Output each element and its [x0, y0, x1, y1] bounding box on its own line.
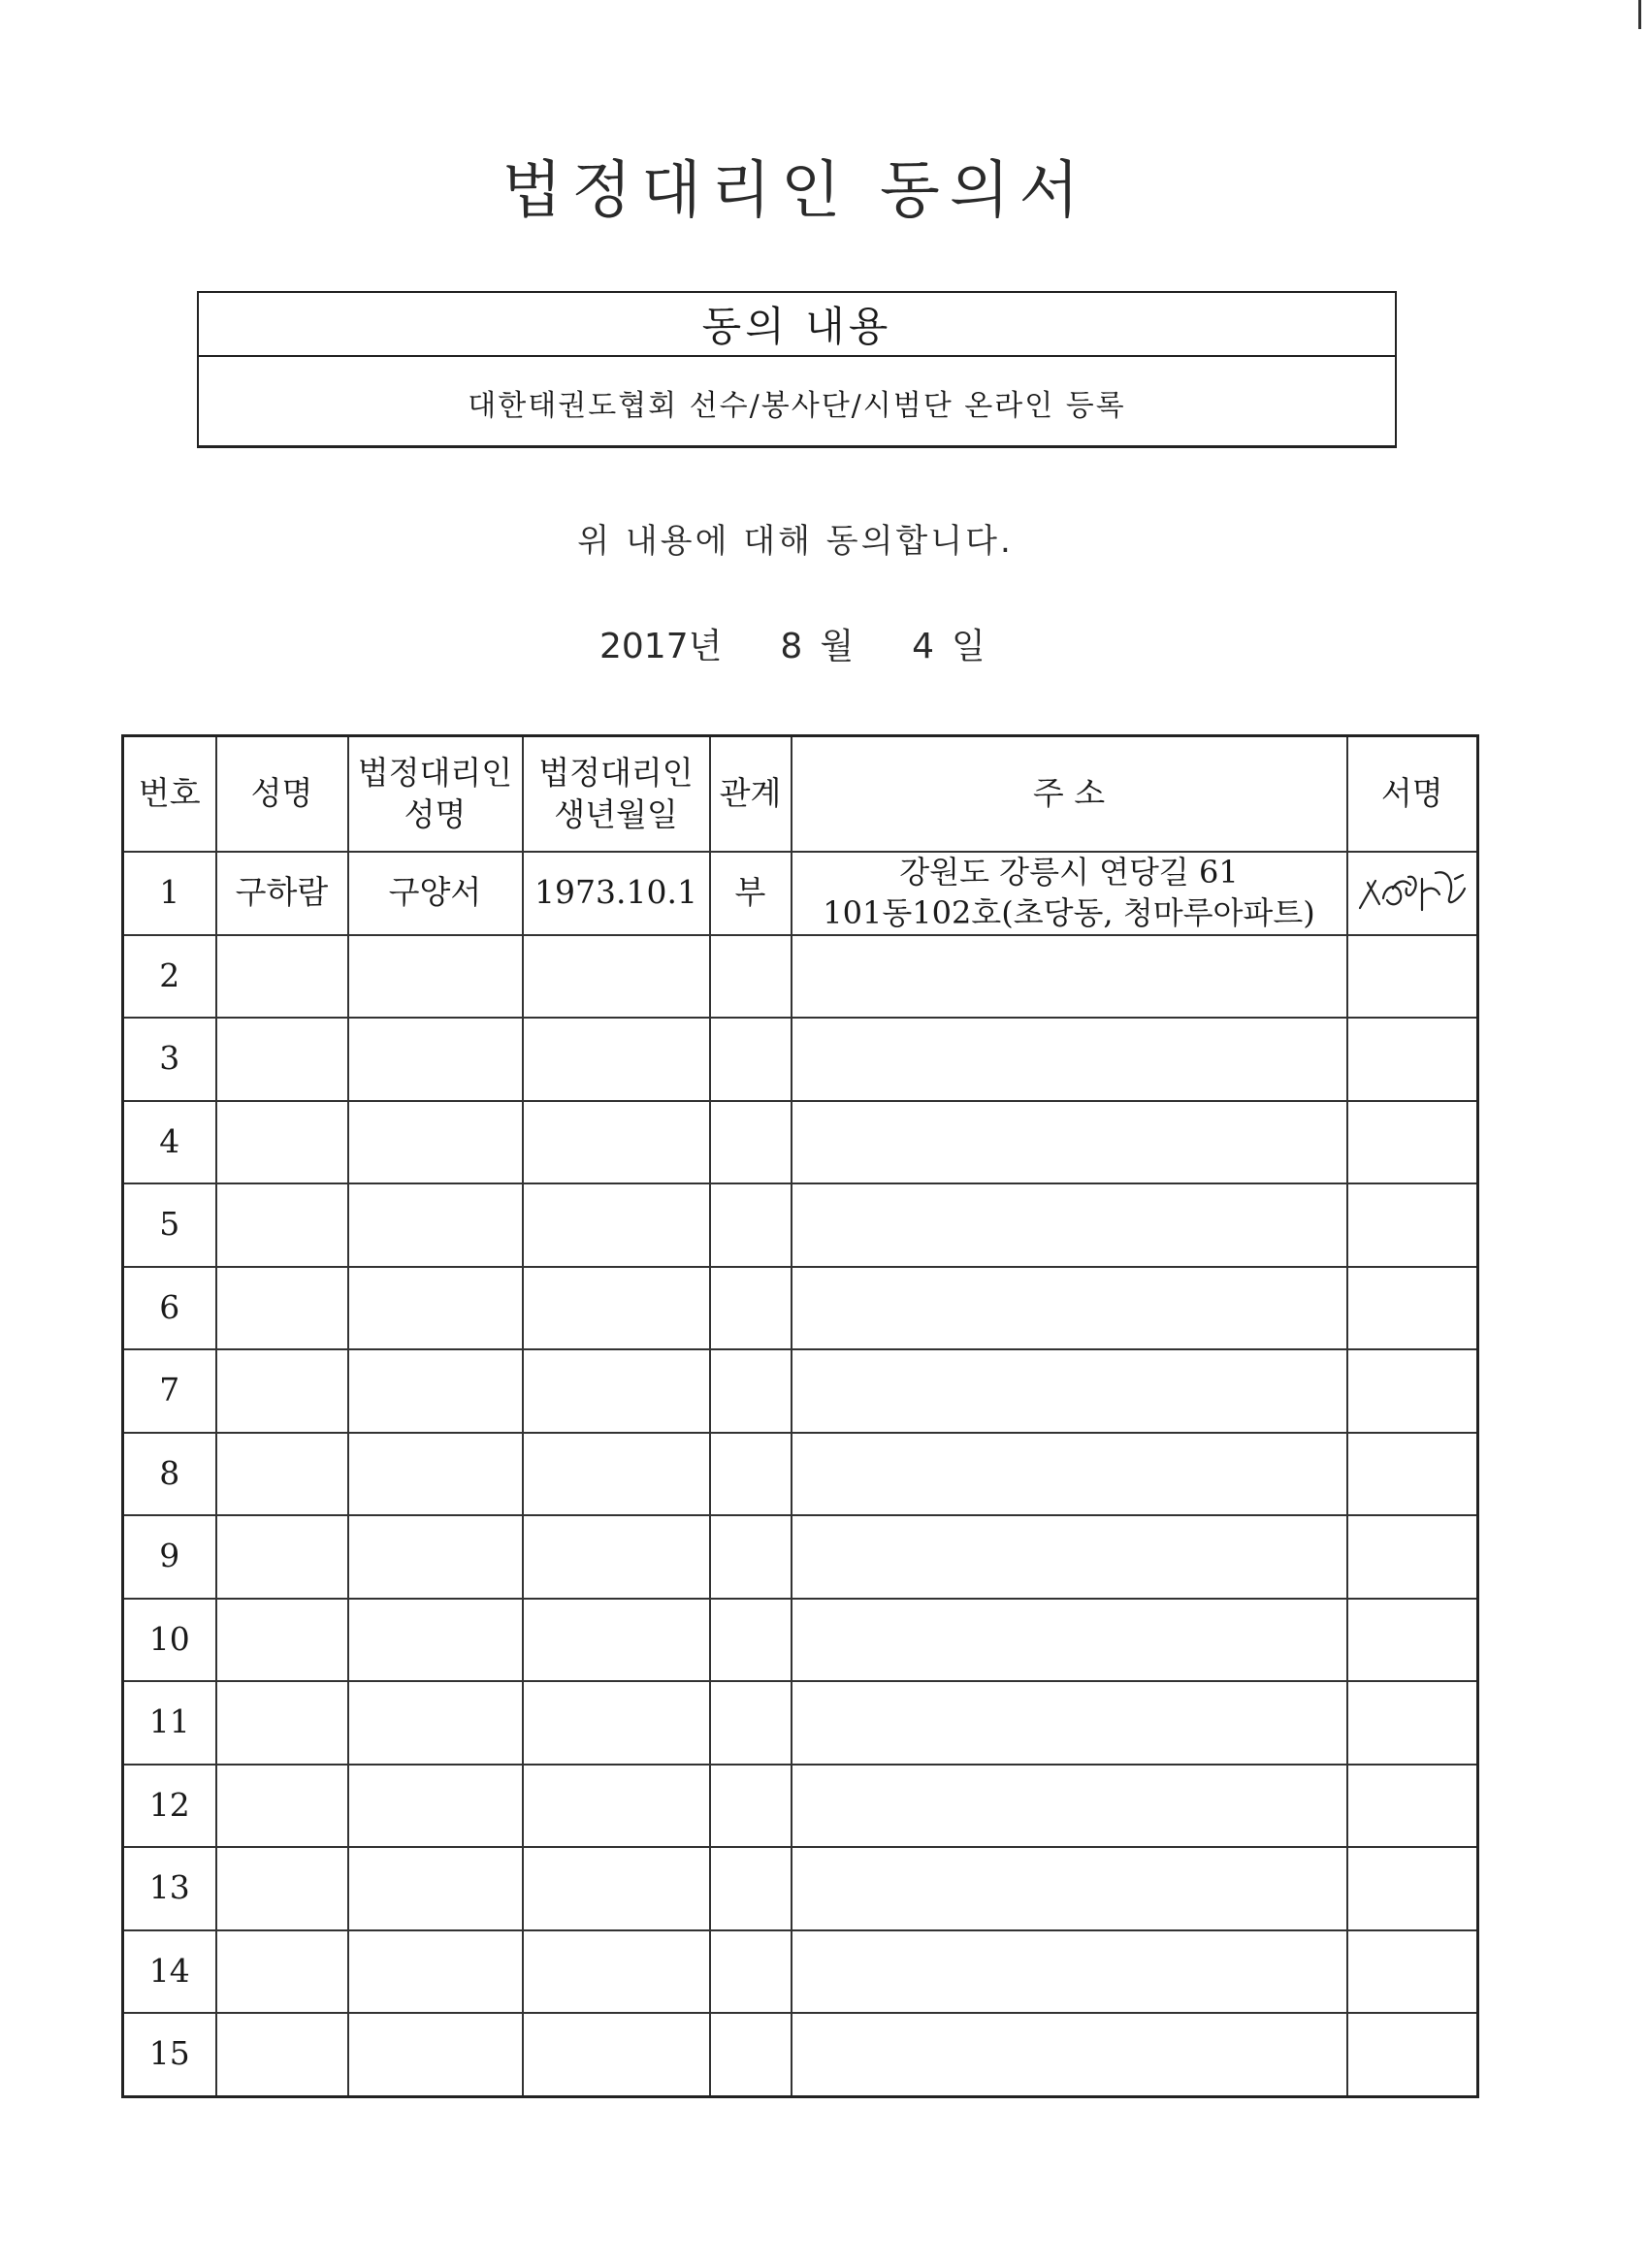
- row-no: 12: [123, 1765, 216, 1848]
- row-relation: [710, 1847, 792, 1930]
- row-relation: [710, 1515, 792, 1599]
- table-row: [123, 935, 1478, 1019]
- row-rep-birth: [523, 1765, 710, 1848]
- row-no: 9: [123, 1515, 216, 1599]
- row-no: 1: [123, 852, 216, 935]
- row-rep-birth: [523, 1515, 710, 1599]
- table-row: [123, 1433, 1478, 1516]
- address-line2: 101동102호(초당동, 청마루아파트): [823, 893, 1315, 931]
- row-address: [792, 1765, 1347, 1848]
- row-rep-name: [348, 1267, 523, 1350]
- header-signature: 서명: [1347, 736, 1478, 853]
- row-address: [792, 1681, 1347, 1765]
- row-rep-birth: [523, 2013, 710, 2096]
- row-no: 5: [123, 1183, 216, 1267]
- row-signature: [1347, 1349, 1478, 1433]
- row-signature: [1347, 1433, 1478, 1516]
- row-rep-name: [348, 1433, 523, 1516]
- handwritten-signature-icon: [1354, 859, 1471, 927]
- row-name: [216, 1349, 348, 1433]
- table-row: [123, 1681, 1478, 1765]
- row-rep-birth: [523, 1018, 710, 1101]
- row-rep-birth: [523, 1599, 710, 1682]
- row-name: [216, 1515, 348, 1599]
- row-relation: [710, 1183, 792, 1267]
- row-relation: [710, 1018, 792, 1101]
- row-name: [216, 1599, 348, 1682]
- row-rep-birth: 1973.10.1: [523, 852, 710, 935]
- row-relation: [710, 1267, 792, 1350]
- scan-edge-mark: [1638, 0, 1641, 29]
- table-row: [123, 1599, 1478, 1682]
- header-rep-name-line1: 법정대리인: [357, 753, 513, 792]
- row-rep-name: [348, 2013, 523, 2096]
- header-rep-name: [348, 736, 523, 853]
- row-relation: [710, 2013, 792, 2096]
- row-signature: [1347, 1101, 1478, 1184]
- row-signature: [1347, 1267, 1478, 1350]
- consent-box: [197, 291, 1397, 448]
- table-row: [123, 1847, 1478, 1930]
- row-no: 6: [123, 1267, 216, 1350]
- header-address: 주 소: [792, 736, 1347, 853]
- guardian-roster-table: [121, 734, 1479, 2098]
- row-name: [216, 1930, 348, 2014]
- row-rep-name: [348, 1018, 523, 1101]
- row-signature: [1347, 1847, 1478, 1930]
- row-no: 13: [123, 1847, 216, 1930]
- row-address: [792, 1267, 1347, 1350]
- row-signature: [1347, 935, 1478, 1019]
- date-day: 4: [912, 627, 934, 666]
- date-month-unit: 월: [820, 627, 855, 666]
- row-name: [216, 1433, 348, 1516]
- header-rep-birth: [523, 736, 710, 853]
- row-signature: [1347, 1930, 1478, 2014]
- consent-heading: 동의 내용: [199, 293, 1395, 357]
- row-rep-birth: [523, 1183, 710, 1267]
- row-name: [216, 1101, 348, 1184]
- row-rep-name: [348, 1765, 523, 1848]
- row-signature: [1347, 1599, 1478, 1682]
- row-address: [792, 1018, 1347, 1101]
- row-rep-name: [348, 1183, 523, 1267]
- address-line1: 강원도 강릉시 연당길 61: [899, 854, 1239, 891]
- row-rep-birth: [523, 1930, 710, 2014]
- row-rep-name: 구양서: [348, 852, 523, 935]
- row-relation: [710, 1681, 792, 1765]
- row-relation: [710, 935, 792, 1019]
- row-signature: [1347, 1183, 1478, 1267]
- row-rep-name: [348, 1847, 523, 1930]
- header-relation: 관계: [710, 736, 792, 853]
- consent-content: 대한태권도협회 선수/봉사단/시범단 온라인 등록: [468, 389, 1126, 423]
- row-rep-birth: [523, 935, 710, 1019]
- row-name: [216, 1018, 348, 1101]
- row-rep-name: [348, 1515, 523, 1599]
- row-address: [792, 1847, 1347, 1930]
- table-row: [123, 1515, 1478, 1599]
- table-header-row: [123, 736, 1478, 853]
- row-name: 구하람: [216, 852, 348, 935]
- row-rep-name: [348, 1101, 523, 1184]
- row-relation: [710, 1433, 792, 1516]
- row-relation: [710, 1765, 792, 1848]
- row-address: [792, 1515, 1347, 1599]
- header-rep-birth-line2: 생년월일: [554, 794, 678, 833]
- row-rep-birth: [523, 1349, 710, 1433]
- row-no: 2: [123, 935, 216, 1019]
- row-rep-name: [348, 1599, 523, 1682]
- row-signature: [1347, 852, 1478, 935]
- row-relation: [710, 1930, 792, 2014]
- row-address: [792, 1183, 1347, 1267]
- row-name: [216, 1847, 348, 1930]
- row-relation: [710, 1599, 792, 1682]
- row-rep-birth: [523, 1267, 710, 1350]
- row-name: [216, 935, 348, 1019]
- row-address: [792, 1101, 1347, 1184]
- row-rep-birth: [523, 1433, 710, 1516]
- date-year: 2017년: [599, 627, 723, 666]
- table-row: [123, 852, 1478, 935]
- row-address: [792, 852, 1347, 935]
- row-address: [792, 1433, 1347, 1516]
- row-address: [792, 1349, 1347, 1433]
- header-rep-birth-line1: 법정대리인: [538, 753, 694, 792]
- row-address: [792, 2013, 1347, 2096]
- row-rep-birth: [523, 1847, 710, 1930]
- row-rep-name: [348, 1681, 523, 1765]
- header-rep-name-line2: 성명: [404, 794, 467, 833]
- row-address: [792, 1599, 1347, 1682]
- consent-date: [599, 619, 986, 668]
- table-row: [123, 1018, 1478, 1101]
- row-name: [216, 2013, 348, 2096]
- date-month: 8: [780, 627, 803, 666]
- row-name: [216, 1267, 348, 1350]
- row-no: 10: [123, 1599, 216, 1682]
- row-name: [216, 1681, 348, 1765]
- row-signature: [1347, 1765, 1478, 1848]
- row-no: 7: [123, 1349, 216, 1433]
- row-signature: [1347, 1515, 1478, 1599]
- row-rep-name: [348, 1930, 523, 2014]
- row-rep-name: [348, 935, 523, 1019]
- table-row: [123, 1101, 1478, 1184]
- row-rep-birth: [523, 1681, 710, 1765]
- row-no: 3: [123, 1018, 216, 1101]
- row-no: 8: [123, 1433, 216, 1516]
- table-row: [123, 1183, 1478, 1267]
- row-name: [216, 1183, 348, 1267]
- date-day-unit: 일: [952, 627, 986, 666]
- row-no: 11: [123, 1681, 216, 1765]
- row-name: [216, 1765, 348, 1848]
- row-no: 4: [123, 1101, 216, 1184]
- table-row: [123, 1267, 1478, 1350]
- row-address: [792, 935, 1347, 1019]
- row-relation: [710, 1349, 792, 1433]
- row-signature: [1347, 1681, 1478, 1765]
- row-signature: [1347, 1018, 1478, 1101]
- row-address: [792, 1930, 1347, 2014]
- row-relation: [710, 1101, 792, 1184]
- table-row: [123, 1930, 1478, 2014]
- row-no: 14: [123, 1930, 216, 2014]
- document-title: 법정대리인 동의서: [501, 155, 1089, 227]
- row-signature: [1347, 2013, 1478, 2096]
- agreement-statement: 위 내용에 대해 동의합니다.: [577, 522, 1014, 561]
- header-name: 성명: [216, 736, 348, 853]
- row-rep-birth: [523, 1101, 710, 1184]
- row-no: 15: [123, 2013, 216, 2096]
- row-rep-name: [348, 1349, 523, 1433]
- row-relation: 부: [710, 852, 792, 935]
- header-no: 번호: [123, 736, 216, 853]
- table-row: [123, 1765, 1478, 1848]
- table-row: [123, 2013, 1478, 2096]
- table-row: [123, 1349, 1478, 1433]
